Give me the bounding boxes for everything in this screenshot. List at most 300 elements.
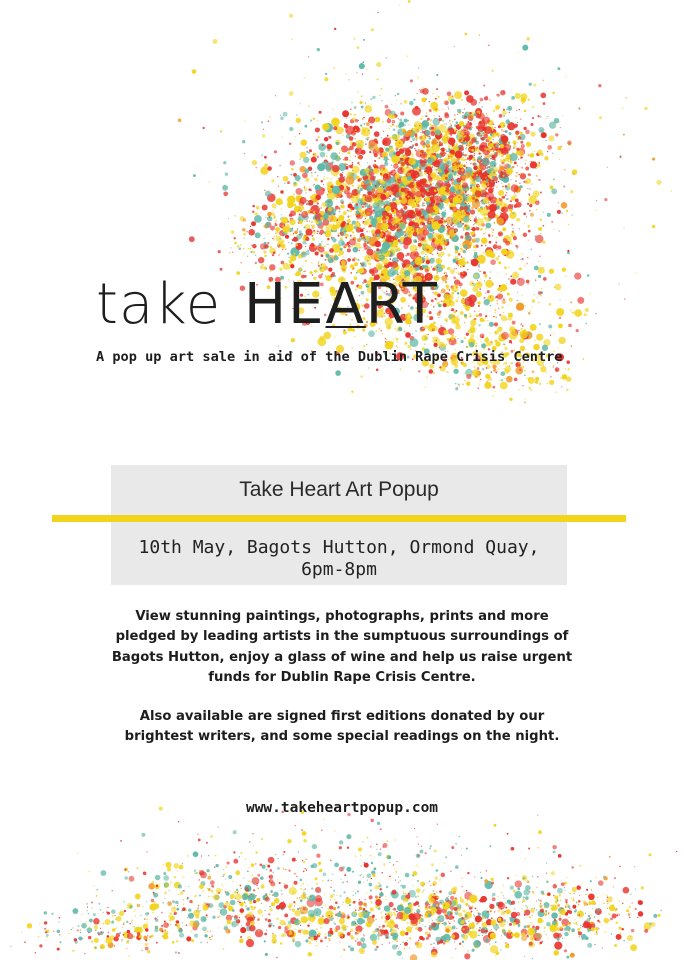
- paint-dot: [468, 155, 469, 156]
- paint-dot: [306, 203, 308, 205]
- paint-dot: [318, 207, 319, 208]
- paint-dot: [464, 116, 467, 119]
- paint-dot: [248, 229, 255, 236]
- paint-dot: [501, 306, 504, 309]
- paint-dot: [285, 235, 289, 239]
- paint-dot: [415, 133, 418, 136]
- paint-dot: [439, 310, 442, 313]
- paint-dot: [465, 306, 470, 311]
- paint-dot: [496, 94, 497, 95]
- paint-dot: [460, 236, 463, 239]
- paint-dot: [489, 277, 490, 278]
- paint-dot: [510, 200, 512, 202]
- paint-dot: [476, 168, 477, 169]
- paint-dot: [347, 258, 351, 262]
- paint-dot: [356, 72, 357, 73]
- paint-dot: [399, 148, 405, 154]
- paint-dot: [275, 220, 277, 222]
- paint-dot: [379, 94, 381, 96]
- paint-dot: [275, 232, 277, 234]
- paint-dot: [448, 174, 452, 178]
- paint-dot: [435, 108, 437, 110]
- paint-dot: [552, 153, 553, 154]
- paint-dot: [295, 188, 302, 195]
- paint-dot: [509, 201, 510, 202]
- paint-dot: [471, 127, 472, 128]
- paint-dot: [456, 131, 457, 132]
- paint-dot: [356, 216, 358, 218]
- paint-dot: [460, 274, 461, 275]
- paint-dot: [496, 182, 498, 184]
- paint-dot: [512, 228, 513, 229]
- paint-dot: [283, 112, 288, 117]
- paint-dot: [285, 249, 286, 250]
- paint-dot: [503, 175, 505, 177]
- paint-dot: [422, 249, 423, 250]
- paint-dot: [313, 185, 314, 186]
- paint-dot: [536, 175, 538, 177]
- paint-dot: [399, 197, 402, 200]
- paint-dot: [473, 154, 475, 156]
- paint-dot: [202, 127, 204, 129]
- paint-dot: [508, 304, 509, 305]
- paint-dot: [320, 940, 323, 943]
- paint-dot: [462, 112, 463, 113]
- paint-dot: [496, 300, 498, 302]
- paint-dot: [444, 240, 445, 241]
- paint-dot: [269, 116, 271, 118]
- paint-dot: [296, 243, 298, 245]
- paint-dot: [540, 153, 543, 156]
- paint-dot: [479, 313, 483, 317]
- paint-dot: [493, 316, 494, 317]
- paint-dot: [419, 125, 421, 127]
- paint-dot: [494, 154, 498, 158]
- paint-dot: [441, 139, 442, 140]
- paint-dot: [465, 172, 471, 178]
- paint-dot: [359, 101, 362, 104]
- paint-dot: [508, 183, 510, 185]
- paint-dot: [444, 294, 449, 299]
- paint-dot: [467, 121, 469, 123]
- paint-dot: [525, 305, 526, 306]
- paint-dot: [414, 169, 415, 170]
- paint-dot: [421, 97, 426, 102]
- paint-dot: [413, 205, 416, 208]
- paint-dot: [558, 324, 563, 329]
- paint-dot: [365, 105, 373, 113]
- paint-dot: [483, 252, 485, 254]
- paint-dot: [517, 122, 518, 123]
- paint-dot: [522, 45, 528, 51]
- paint-dot: [338, 178, 340, 180]
- paint-dot: [447, 253, 450, 256]
- paint-dot: [223, 161, 226, 164]
- paint-dot: [456, 260, 457, 261]
- paint-dot: [532, 915, 533, 916]
- paint-dot: [496, 174, 497, 175]
- paint-dot: [476, 291, 482, 297]
- paint-dot: [457, 130, 464, 137]
- paint-dot: [521, 93, 528, 100]
- paint-dot: [441, 224, 442, 225]
- paint-dot: [456, 252, 457, 253]
- paint-dot: [501, 332, 509, 340]
- paint-dot: [520, 141, 523, 144]
- paint-dot: [475, 137, 476, 138]
- paint-dot: [421, 237, 424, 240]
- paint-dot: [254, 215, 262, 223]
- paint-dot: [380, 208, 381, 209]
- paint-dot: [363, 345, 365, 347]
- paint-dot: [490, 271, 491, 272]
- paint-dot: [293, 237, 298, 242]
- paint-dot: [409, 149, 410, 150]
- paint-dot: [317, 233, 318, 234]
- paint-dot: [486, 337, 489, 340]
- paint-dot: [398, 211, 399, 212]
- paint-dot: [355, 129, 356, 130]
- paint-dot: [381, 200, 382, 201]
- paint-dot: [495, 340, 498, 343]
- paint-dot: [481, 244, 483, 246]
- paint-dot: [252, 877, 260, 885]
- paint-dot: [450, 269, 455, 274]
- paint-dot: [360, 166, 361, 167]
- paint-dot: [495, 241, 497, 243]
- paint-dot: [253, 889, 255, 891]
- paint-dot: [355, 909, 357, 911]
- paint-dot: [422, 259, 424, 261]
- paint-dot: [564, 169, 565, 170]
- paint-dot: [366, 68, 367, 69]
- paint-dot: [421, 123, 422, 124]
- paint-dot: [461, 340, 464, 343]
- paint-dot: [466, 144, 467, 145]
- paint-dot: [524, 370, 526, 372]
- paint-dot: [470, 163, 471, 164]
- paint-dot: [321, 241, 323, 243]
- paint-dot: [479, 288, 481, 290]
- paint-dot: [339, 152, 340, 153]
- paint-dot: [447, 279, 448, 280]
- paint-dot: [378, 151, 379, 152]
- paint-dot: [311, 175, 313, 177]
- paint-dot: [486, 181, 488, 183]
- paint-dot: [656, 180, 661, 185]
- paint-dot: [373, 164, 377, 168]
- paint-dot: [306, 214, 307, 215]
- paint-dot: [605, 931, 607, 933]
- paint-dot: [489, 99, 490, 100]
- paint-dot: [329, 248, 334, 253]
- paint-dot: [420, 132, 421, 133]
- paint-dot: [459, 213, 461, 215]
- paint-dot: [409, 101, 414, 106]
- paint-dot: [467, 950, 468, 951]
- paint-dot: [437, 175, 438, 176]
- paint-dot: [287, 181, 290, 184]
- paint-dot: [397, 93, 400, 96]
- paint-dot: [624, 298, 626, 300]
- paint-dot: [526, 37, 529, 40]
- paint-dot: [366, 122, 370, 126]
- paint-dot: [377, 153, 379, 155]
- paint-dot: [644, 107, 647, 110]
- paint-dot: [392, 941, 393, 942]
- paint-dot: [297, 905, 298, 906]
- paint-dot: [463, 384, 464, 385]
- paint-dot: [510, 99, 511, 100]
- paint-dot: [348, 217, 349, 218]
- paint-dot: [381, 260, 382, 261]
- paint-dot: [374, 160, 376, 162]
- paint-dot: [310, 119, 312, 121]
- paint-dot: [452, 145, 454, 147]
- paint-dot: [355, 222, 360, 227]
- paint-dot: [420, 141, 425, 146]
- paint-dot: [477, 337, 478, 338]
- paint-dot: [392, 267, 395, 270]
- paint-dot: [514, 192, 515, 193]
- paint-dot: [391, 104, 392, 105]
- paint-dot: [239, 247, 242, 250]
- paint-dot: [460, 221, 462, 223]
- paint-dot: [330, 178, 331, 179]
- paint-dot: [470, 198, 471, 199]
- paint-dot: [501, 129, 502, 130]
- paint-dot: [396, 202, 398, 204]
- paint-dot: [376, 141, 378, 143]
- paint-dot: [474, 120, 475, 121]
- paint-dot: [252, 210, 255, 213]
- paint-dot: [241, 262, 242, 263]
- paint-dot: [530, 132, 535, 137]
- paint-dot: [572, 215, 573, 216]
- paint-dot: [263, 129, 264, 130]
- paint-dot: [454, 225, 455, 226]
- paint-dot: [321, 161, 329, 169]
- paint-dot: [495, 312, 496, 313]
- paint-dot: [311, 172, 313, 174]
- paint-dot: [479, 102, 480, 103]
- paint-dot: [466, 195, 467, 196]
- paint-dot: [506, 192, 507, 193]
- paint-dot: [525, 159, 526, 160]
- paint-dot: [524, 399, 525, 400]
- paint-dot: [397, 260, 398, 261]
- paint-dot: [460, 112, 461, 113]
- paint-dot: [521, 254, 522, 255]
- paint-dot: [310, 168, 311, 169]
- paint-dot: [499, 380, 500, 381]
- paint-dot: [413, 178, 416, 181]
- paint-dot: [447, 371, 448, 372]
- paint-dot: [418, 370, 420, 372]
- paint-dot: [442, 109, 443, 110]
- paint-dot: [362, 61, 364, 63]
- paint-dot: [462, 252, 463, 253]
- paint-dot: [274, 236, 275, 237]
- paint-dot: [429, 136, 430, 137]
- paint-dot: [374, 176, 376, 178]
- paint-dot: [431, 127, 434, 130]
- paint-dot: [478, 269, 479, 270]
- paint-dot: [438, 140, 439, 141]
- paint-dot: [470, 320, 476, 326]
- paint-dot: [579, 107, 581, 109]
- paint-dot: [340, 223, 345, 228]
- paint-dot: [465, 33, 468, 36]
- paint-dot: [414, 229, 417, 232]
- paint-dot: [223, 191, 228, 196]
- paint-dot: [365, 106, 367, 108]
- paint-dot: [432, 254, 433, 255]
- paint-dot: [448, 300, 454, 306]
- paint-dot: [504, 378, 505, 379]
- paint-dot: [519, 267, 522, 270]
- paint-dot: [427, 224, 431, 228]
- paint-dot: [491, 371, 493, 373]
- paint-dot: [444, 123, 445, 124]
- paint-dot: [512, 208, 514, 210]
- paint-dot: [564, 949, 567, 952]
- paint-dot: [425, 197, 430, 202]
- paint-dot: [366, 249, 373, 256]
- paint-dot: [480, 174, 481, 175]
- paint-dot: [399, 226, 400, 227]
- paint-dot: [317, 120, 318, 121]
- paint-dot: [243, 254, 244, 255]
- paint-dot: [451, 158, 456, 163]
- paint-dot: [474, 163, 477, 166]
- paint-dot: [477, 910, 478, 911]
- paint-dot: [531, 389, 532, 390]
- paint-dot: [380, 194, 386, 200]
- paint-dot: [304, 187, 308, 191]
- paint-dot: [442, 291, 444, 293]
- paint-dot: [342, 172, 343, 173]
- paint-dot: [232, 252, 233, 253]
- paint-dot: [442, 923, 443, 924]
- paint-dot: [266, 268, 267, 269]
- paint-dot: [460, 311, 464, 315]
- paint-dot: [499, 166, 504, 171]
- paint-dot: [519, 183, 520, 184]
- paint-dot: [352, 247, 358, 253]
- paint-dot: [559, 159, 560, 160]
- paint-dot: [494, 223, 496, 225]
- paint-dot: [363, 941, 365, 943]
- paint-dot: [498, 261, 501, 264]
- paint-dot: [468, 127, 469, 128]
- paint-dot: [399, 119, 402, 122]
- paint-dot: [352, 166, 360, 174]
- paint-dot: [450, 123, 452, 125]
- paint-dot: [388, 175, 389, 176]
- paint-dot: [451, 239, 453, 241]
- paint-dot: [480, 228, 482, 230]
- paint-dot: [282, 234, 284, 236]
- paint-dot: [445, 123, 447, 125]
- paint-dot: [264, 164, 268, 168]
- paint-dot: [510, 160, 513, 163]
- paint-dot: [439, 115, 441, 117]
- paint-dot: [502, 110, 507, 115]
- paint-dot: [459, 164, 463, 168]
- paint-dot: [393, 152, 396, 155]
- paint-dot: [507, 289, 508, 290]
- paint-dot: [287, 905, 288, 906]
- paint-dot: [426, 256, 428, 258]
- paint-dot: [480, 278, 481, 279]
- paint-dot: [441, 195, 447, 201]
- paint-dot: [272, 238, 273, 239]
- paint-dot: [534, 266, 539, 271]
- paint-dot: [430, 131, 435, 136]
- paint-dot: [384, 178, 385, 179]
- paint-dot: [452, 206, 458, 212]
- paint-dot: [306, 147, 307, 148]
- paint-dot: [430, 219, 432, 221]
- paint-dot: [341, 149, 343, 151]
- paint-dot: [243, 233, 246, 236]
- paint-dot: [447, 193, 450, 196]
- paint-dot: [508, 186, 510, 188]
- paint-dot: [450, 208, 452, 210]
- paint-dot: [350, 113, 352, 115]
- paint-dot: [282, 249, 283, 250]
- paint-dot: [260, 167, 268, 175]
- paint-dot: [432, 187, 434, 189]
- paint-dot: [430, 172, 436, 178]
- paint-dot: [402, 168, 405, 171]
- paint-dot: [365, 241, 367, 243]
- paint-dot: [363, 935, 364, 936]
- paint-dot: [468, 205, 471, 208]
- paint-dot: [424, 171, 425, 172]
- paint-dot: [299, 152, 306, 159]
- paint-dot: [396, 125, 398, 127]
- paint-dot: [370, 126, 373, 129]
- paint-dot: [306, 151, 308, 153]
- paint-dot: [458, 253, 461, 256]
- paint-dot: [461, 299, 465, 303]
- paint-dot: [361, 238, 362, 239]
- paint-dot: [455, 143, 457, 145]
- paint-dot: [469, 122, 471, 124]
- paint-dot: [278, 345, 279, 346]
- paint-dot: [403, 206, 404, 207]
- paint-dot: [476, 126, 480, 130]
- paint-dot: [456, 342, 458, 344]
- paint-dot: [572, 169, 578, 175]
- paint-dot: [433, 372, 435, 374]
- paint-dot: [508, 267, 510, 269]
- paint-dot: [510, 153, 518, 161]
- paint-dot: [354, 38, 356, 40]
- paint-dot: [319, 916, 321, 918]
- paint-dot: [508, 169, 512, 173]
- paint-dot: [546, 372, 547, 373]
- paint-dot: [504, 303, 505, 304]
- paint-dot: [530, 153, 535, 158]
- paint-dot: [515, 175, 517, 177]
- paint-dot: [366, 344, 367, 345]
- paint-dot: [496, 237, 498, 239]
- paint-dot: [406, 56, 407, 57]
- paint-dot: [430, 119, 432, 121]
